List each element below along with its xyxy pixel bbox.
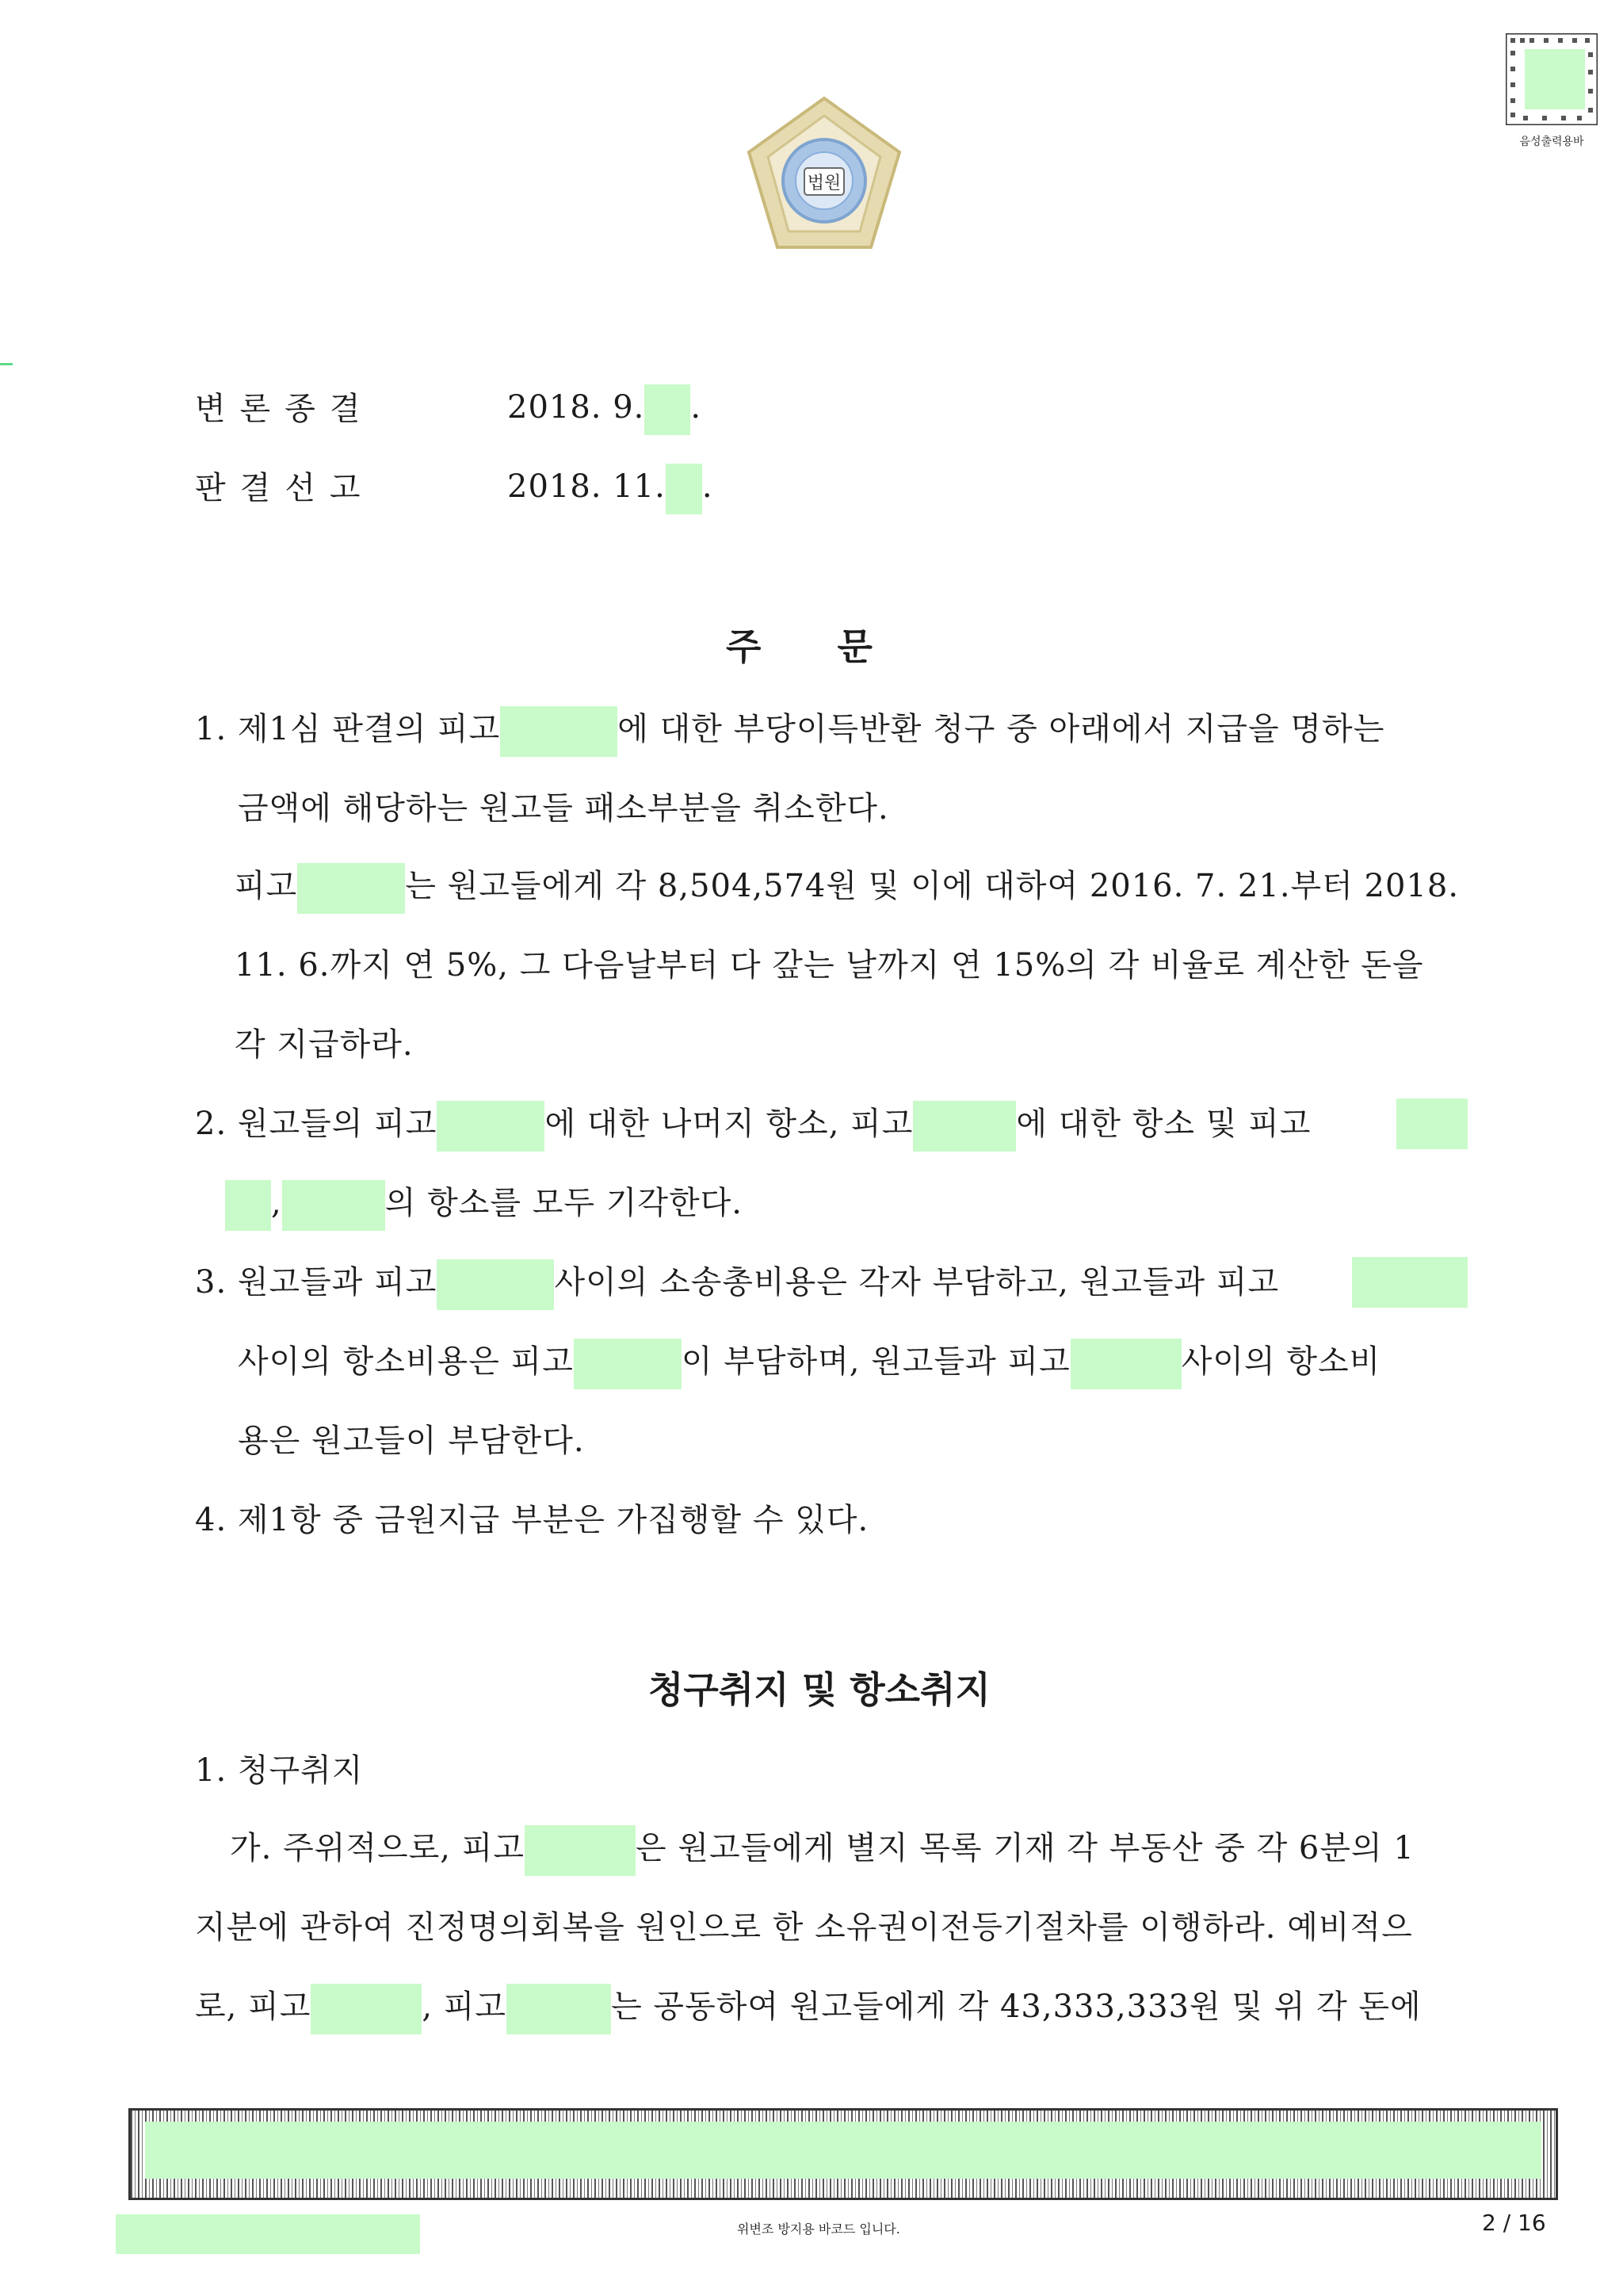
margin-mark — [0, 363, 13, 365]
redaction — [666, 464, 702, 514]
order-line-6: 2. 원고들의 피고 에 대한 나머지 항소, 피고 에 대한 항소 및 피고 — [195, 1100, 1311, 1152]
redaction — [644, 384, 690, 435]
seal-text: 법원 — [807, 174, 842, 193]
claims-line-1: 가. 주위적으로, 피고 은 원고들에게 별지 목록 기재 각 부동산 중 각 6분의 1 — [230, 1824, 1415, 1876]
order-line-7: , 의 항소를 모두 기각한다. — [225, 1179, 743, 1231]
order-line-1: 1. 제1심 판결의 피고 에 대한 부당이득반환 청구 중 아래에서 지급을 명하는 — [195, 705, 1384, 757]
order-line-10: 용은 원고들이 부담한다. — [238, 1423, 585, 1459]
order-line-2: 금액에 해당하는 원고들 패소부분을 취소한다. — [238, 790, 889, 827]
redaction — [437, 1259, 554, 1310]
claims-title: 청구취지 및 항소취지 — [648, 1668, 991, 1711]
closing-date-line: 2018. 9. . — [507, 384, 701, 435]
claims-line-2: 지분에 관하여 진정명의회복을 원인으로 한 소유권이전등기절차를 이행하라. 예비적으 — [195, 1909, 1413, 1946]
redaction — [297, 863, 405, 914]
redaction — [311, 1984, 422, 2034]
court-seal — [741, 95, 907, 254]
redaction — [1396, 1098, 1468, 1149]
order-line-9: 사이의 항소비용은 피고 이 부담하며, 원고들과 피고 사이의 항소비 — [238, 1338, 1381, 1389]
redaction — [913, 1101, 1016, 1152]
order-line-3: 피고 는 원고들에게 각 8,504,574원 및 이에 대하여 2016. 7. 21.부터 2018. — [235, 862, 1459, 914]
anti-forgery-barcode — [128, 2108, 1558, 2200]
redaction — [506, 1984, 611, 2034]
order-line-4: 11. 6.까지 연 5%, 그 다음날부터 다 갚는 날까지 연 15%의 각 비율로 계산한 돈을 — [235, 947, 1424, 984]
redaction — [1352, 1257, 1468, 1308]
qr-caption: 음성출력용바 — [1519, 136, 1584, 148]
redaction — [574, 1339, 682, 1389]
redaction — [225, 1180, 271, 1231]
claims-heading-1: 1. 청구취지 — [195, 1752, 364, 1789]
redaction — [116, 2214, 420, 2254]
order-line-11: 4. 제1항 중 금원지급 부분은 가집행할 수 있다. — [195, 1502, 869, 1538]
page-number: 2 / 16 — [1482, 2210, 1546, 2236]
redaction — [282, 1180, 385, 1231]
redaction — [525, 1825, 636, 1876]
qr-code — [1506, 33, 1598, 151]
redaction — [437, 1101, 544, 1152]
order-line-5: 각 지급하라. — [235, 1026, 414, 1063]
ruling-date: 2018. 11. — [507, 468, 666, 505]
ruling-label: 판결선고 — [195, 470, 375, 506]
order-line-8: 3. 원고들과 피고 사이의 소송총비용은 각자 부담하고, 원고들과 피고 — [195, 1259, 1279, 1310]
claims-line-3: 로, 피고 , 피고 는 공동하여 원고들에게 각 43,333,333원 및 위 각 돈에 — [195, 1983, 1422, 2034]
closing-label: 변론종결 — [195, 391, 375, 427]
redaction — [1071, 1339, 1182, 1389]
barcode-caption: 위변조 방지용 바코드 입니다. — [737, 2222, 900, 2237]
closing-date: 2018. 9. — [507, 389, 645, 426]
order-title: 주 문 — [726, 625, 873, 668]
ruling-date-line: 2018. 11. . — [507, 463, 713, 514]
redaction — [500, 706, 617, 757]
